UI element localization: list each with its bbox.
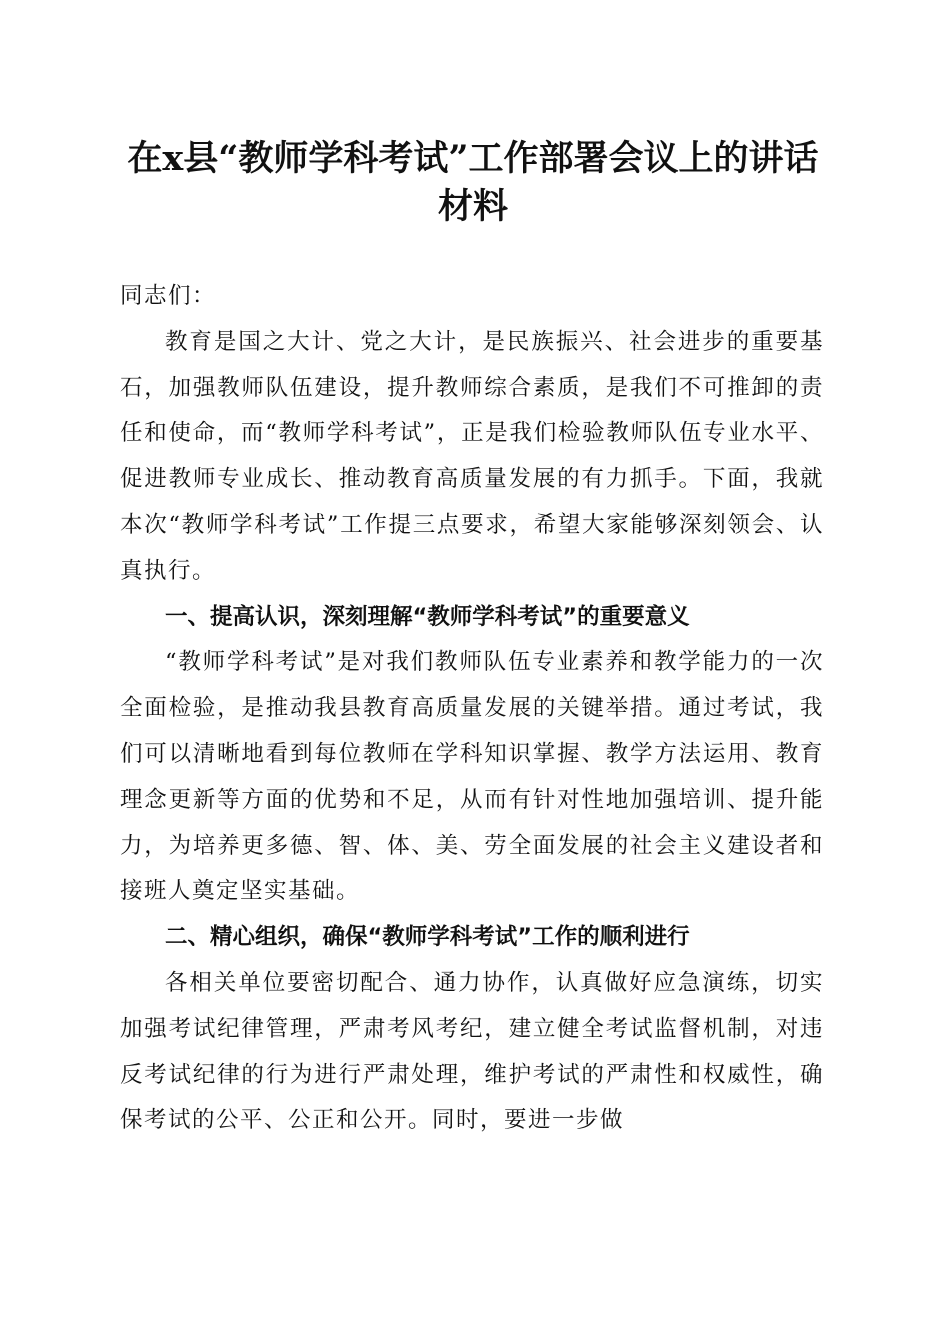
greeting: 同志们： <box>120 283 217 309</box>
section-heading-2: 二、精心组织，确保“教师学科考试”工作的顺利进行 <box>165 924 690 951</box>
section-paragraph-1: “教师学科考试”是对我们教师队伍专业素养和教学能力的一次全面检验，是推动我县教育高质量发展的关键举措。通过考试，我们可以清晰地看到每位教师在学科知识掌握、教学方法运用、教育理念更新等方面的优势和不足，从而有针对性地加强培训、提升能力，为培养更多德、智、体、美、劳全面发展的社会主义建设者和接班人奠定坚实基础。 <box>120 649 824 905</box>
document-title: 在x县“教师学科考试”工作部署会议上的讲话材料 <box>127 138 819 227</box>
document-body <box>120 274 824 1144</box>
section-paragraph-2: 各相关单位要密切配合、通力协作，认真做好应急演练，切实加强考试纪律管理，严肃考风考纪，建立健全考试监督机制，对违反考试纪律的行为进行严肃处理，维护考试的严肃性和权威性，确保考试的公平、公正和公开。同时，要进一步做 <box>120 969 824 1134</box>
intro-paragraph: 教育是国之大计、党之大计，是民族振兴、社会进步的重要基石，加强教师队伍建设，提升教师综合素质，是我们不可推卸的责任和使命，而“教师学科考试”，正是我们检验教师队伍专业水平、促进教师专业成长、推动教育高质量发展的有力抓手。下面，我就本次“教师学科考试”工作提三点要求，希望大家能够深刻领会、认真执行。 <box>120 328 824 584</box>
section-heading-1: 一、提高认识，深刻理解“教师学科考试”的重要意义 <box>165 603 690 630</box>
